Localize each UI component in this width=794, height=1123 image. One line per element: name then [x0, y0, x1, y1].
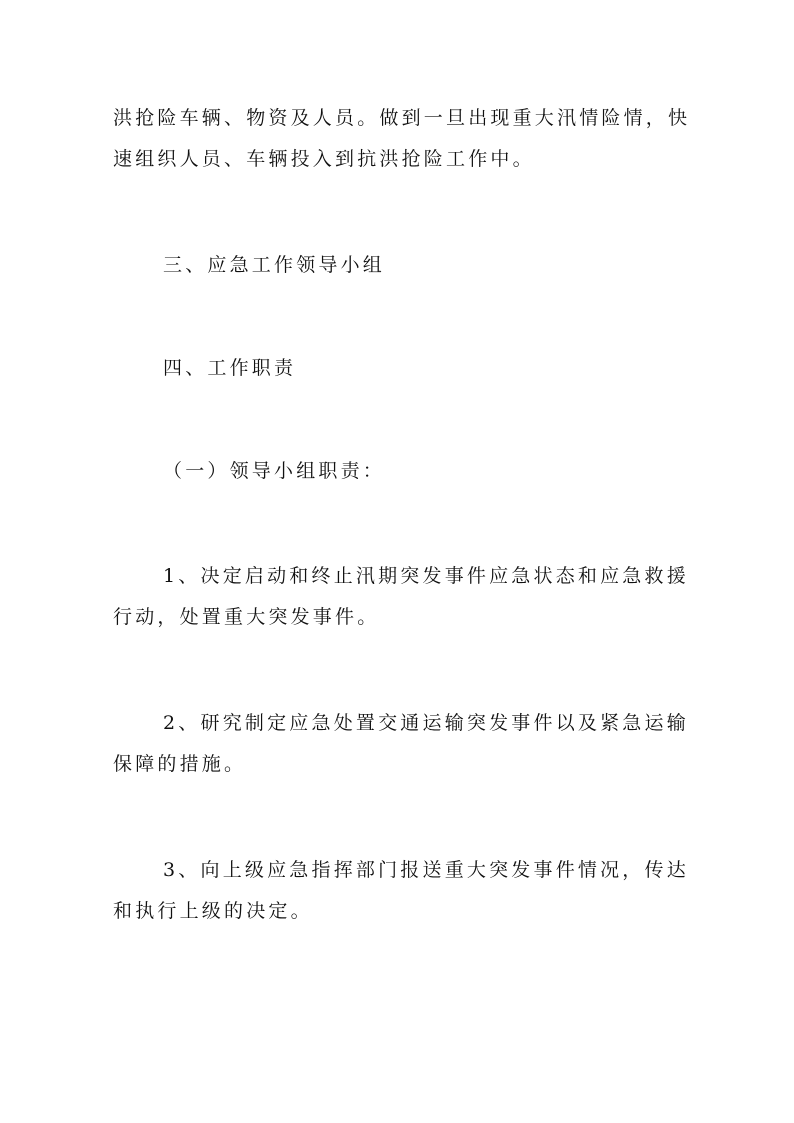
heading-text: （一）领导小组职责： [163, 460, 386, 482]
heading-text: 四、工作职责 [163, 357, 297, 379]
paragraph-line: 1、决定启动和终止汛期突发事件应急状态和应急救援 [163, 565, 689, 587]
list-item-3 [113, 850, 689, 932]
list-item-1 [113, 556, 689, 638]
paragraph-line: 洪抢险车辆、物资及人员。做到一旦出现重大汛情险情，快 [113, 107, 691, 129]
paragraph-line: 2、研究制定应急处置交通运输突发事件以及紧急运输 [163, 712, 689, 734]
paragraph-line: 和执行上级的决定。 [113, 900, 313, 922]
paragraph-line: 3、向上级应急指挥部门报送重大突发事件情况，传达 [163, 859, 689, 881]
subsection-heading [113, 451, 733, 492]
paragraph-line: 保障的措施。 [113, 753, 247, 775]
list-item-2 [113, 703, 689, 785]
paragraph-line: 速组织人员、车辆投入到抗洪抢险工作中。 [113, 148, 535, 170]
paragraph-flood-resources [113, 98, 691, 180]
section-heading-3 [113, 245, 733, 286]
paragraph-line: 行动，处置重大突发事件。 [113, 606, 380, 628]
heading-text: 三、应急工作领导小组 [163, 254, 386, 276]
section-heading-4 [113, 348, 733, 389]
